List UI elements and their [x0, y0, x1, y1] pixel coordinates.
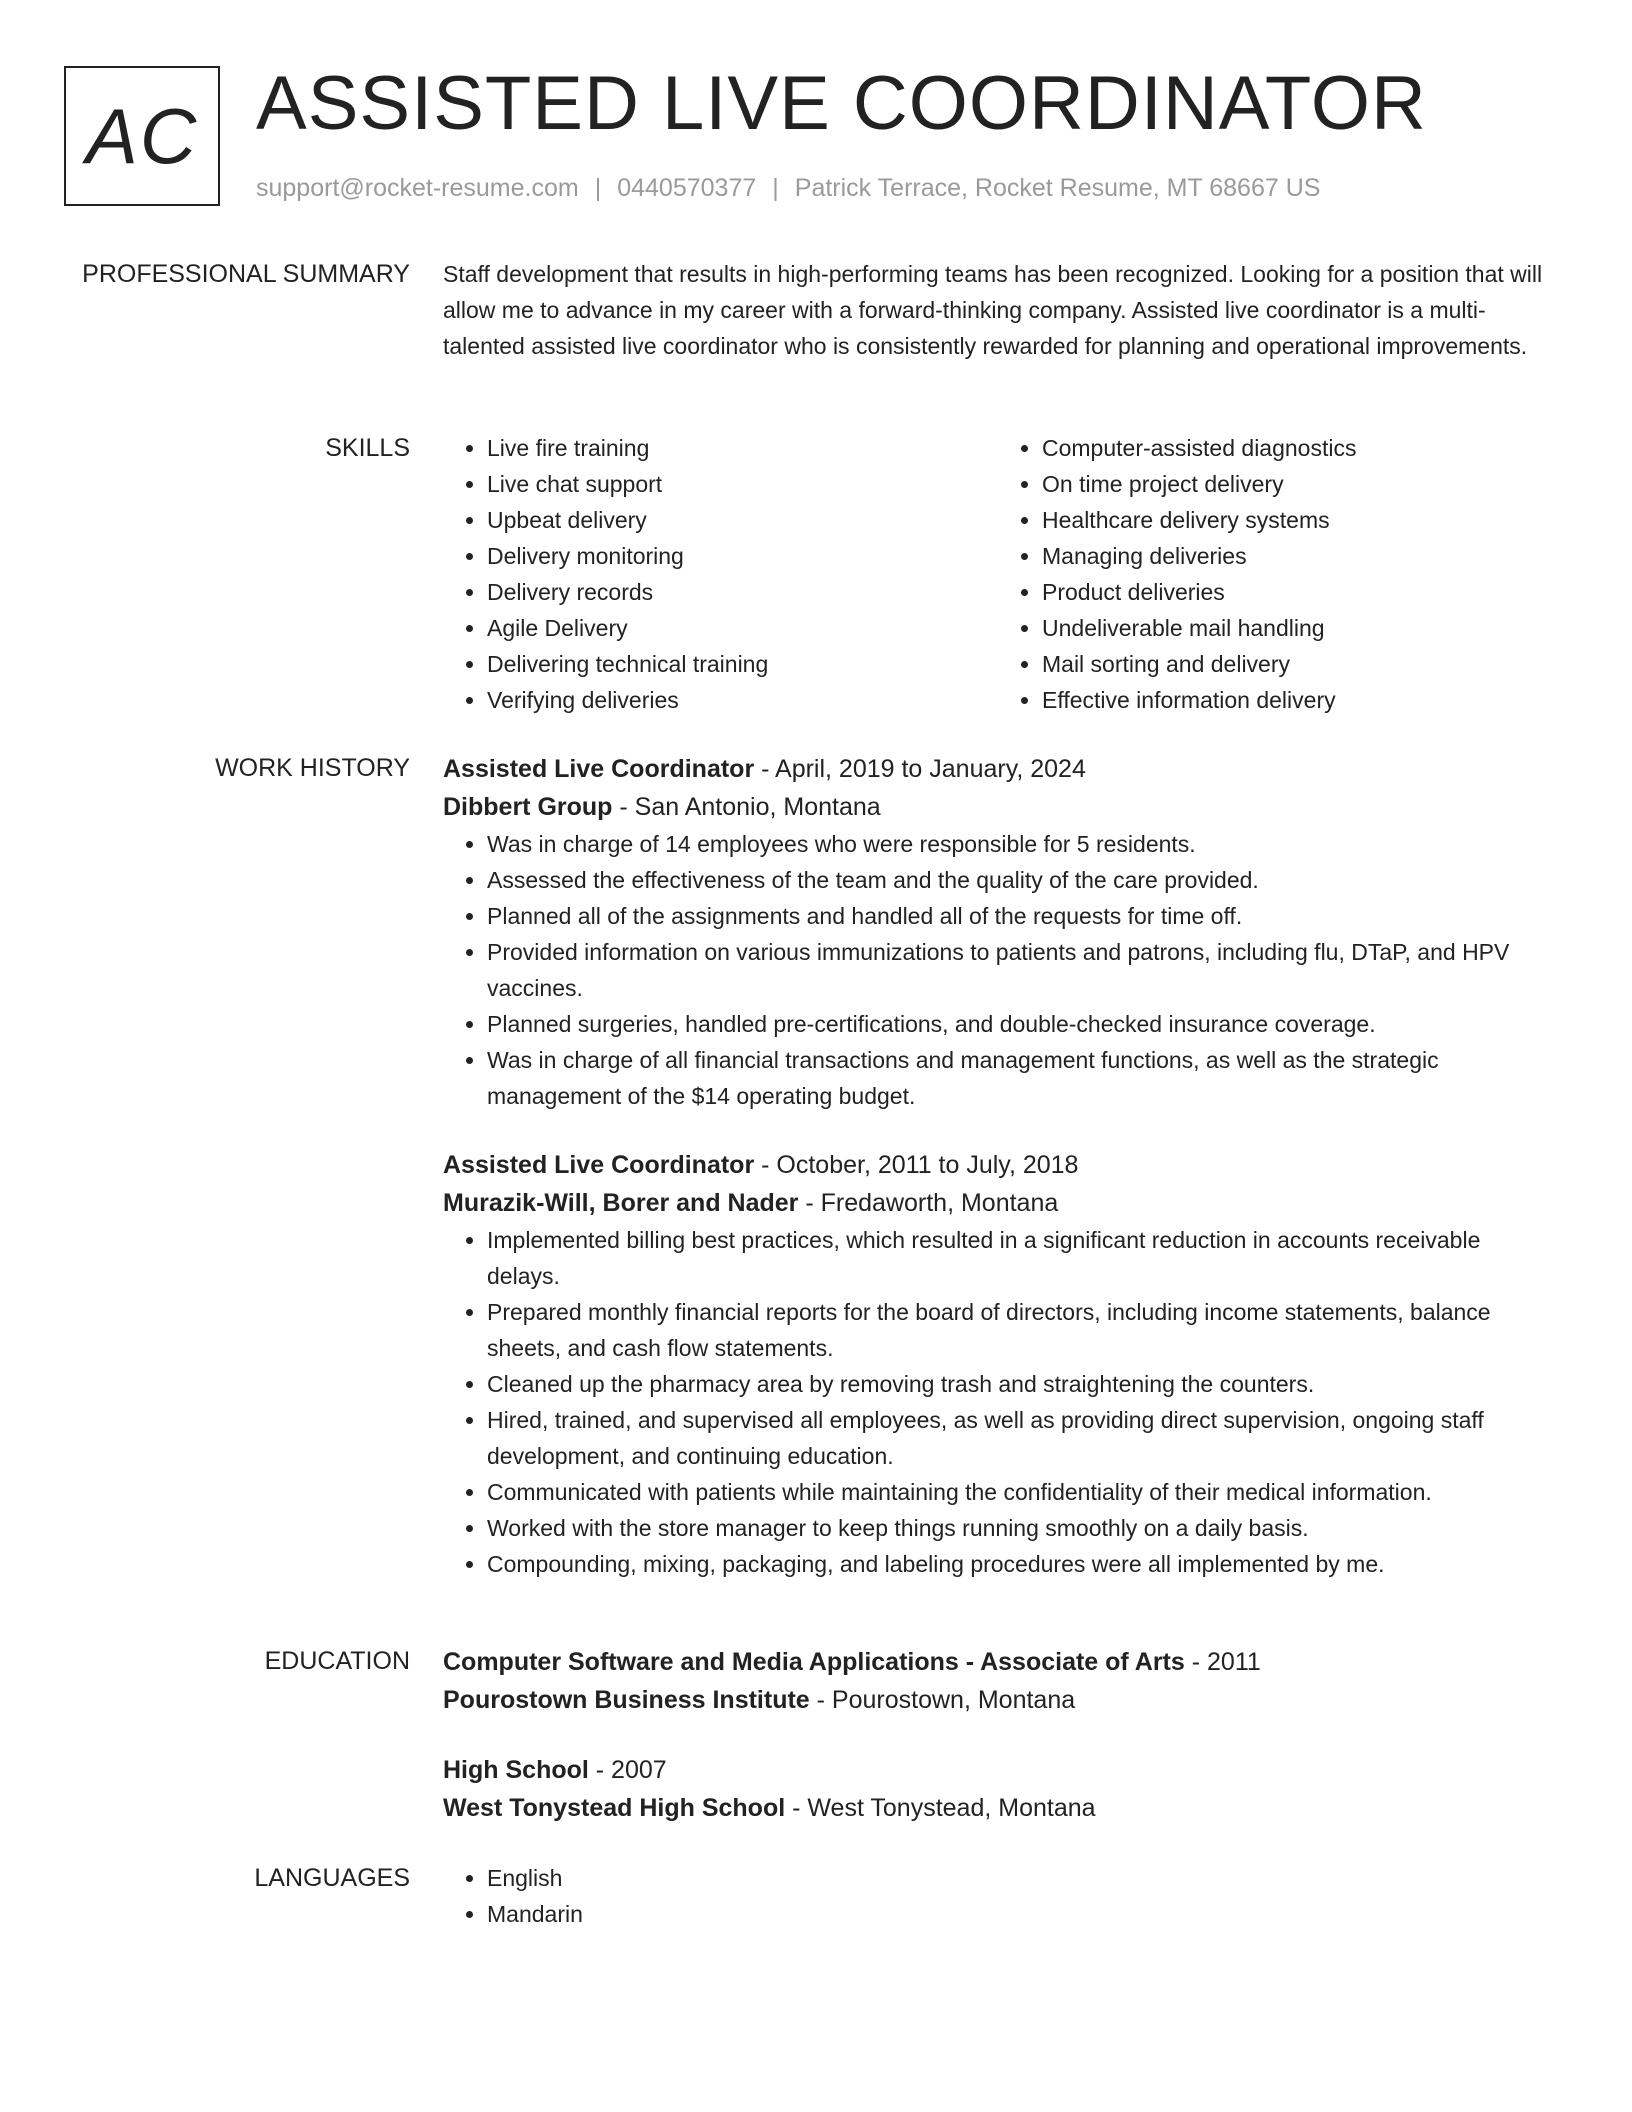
skill-item: • Delivery monitoring [487, 538, 998, 574]
skill-item: • Upbeat delivery [487, 502, 998, 538]
job-bullet: • Prepared monthly financial reports for the board of directors, including income statements, balance sheets, and cash flow statements. [487, 1294, 1553, 1366]
language-item: • English [487, 1860, 1553, 1896]
contact-separator: | [594, 174, 602, 202]
skill-item: • Verifying deliveries [487, 682, 998, 718]
edu-degree-line [443, 1643, 1553, 1681]
section-label: PROFESSIONAL SUMMARY [82, 260, 410, 288]
job-title: Assisted Live Coordinator [443, 1151, 755, 1179]
summary-text: Staff development that results in high-performing teams has been recognized. Looking for a position that will allow me to advance in my career with a forward-thinking company. Assisted live coordinator is a multi-talented assisted live coordinator who is consistently rewarded for planning and operational improvements. [443, 261, 1543, 359]
edu-year: - 2007 [595, 1756, 667, 1784]
job-bullet: • Was in charge of all financial transactions and management functions, as well as the strategic management of the $14 operating budget. [487, 1042, 1553, 1114]
job-bullet: • Worked with the store manager to keep things running smoothly on a daily basis. [487, 1510, 1553, 1546]
section-label: SKILLS [325, 434, 410, 462]
job-bullet: • Assessed the effectiveness of the team and the quality of the care provided. [487, 862, 1553, 898]
skill-item: • On time project delivery [1042, 466, 1553, 502]
job-bullets [443, 1222, 1553, 1582]
skill-item: • Undeliverable mail handling [1042, 610, 1553, 646]
job-bullet: • Was in charge of 14 employees who were responsible for 5 residents. [487, 826, 1553, 862]
monogram-box [64, 66, 220, 206]
job-bullet: • Planned surgeries, handled pre-certifications, and double-checked insurance coverage. [487, 1006, 1553, 1042]
contact-address: Patrick Terrace, Rocket Resume, MT 68667 US [794, 174, 1321, 202]
section-label: LANGUAGES [254, 1864, 410, 1892]
contact-email: support@rocket-resume.com [256, 174, 579, 202]
skill-item: • Live chat support [487, 466, 998, 502]
job-entry [443, 1146, 1553, 1582]
job-company: Dibbert Group [443, 793, 613, 821]
education-body [443, 1643, 1553, 1827]
edu-location: - West Tonystead, Montana [792, 1794, 1096, 1822]
job-bullet: • Planned all of the assignments and handled all of the requests for time off. [487, 898, 1553, 934]
edu-school: West Tonystead High School [443, 1794, 786, 1822]
skill-item: • Managing deliveries [1042, 538, 1553, 574]
job-bullet: • Communicated with patients while maintaining the confidentiality of their medical information. [487, 1474, 1553, 1510]
job-bullets [443, 826, 1553, 1114]
job-bullet: • Implemented billing best practices, which resulted in a significant reduction in accounts receivable delays. [487, 1222, 1553, 1294]
skill-item: • Healthcare delivery systems [1042, 502, 1553, 538]
job-company-line [443, 1184, 1553, 1222]
skill-item: • Delivering technical training [487, 646, 998, 682]
edu-degree: Computer Software and Media Applications - Associate of Arts [443, 1648, 1185, 1676]
skills-grid [443, 430, 1553, 718]
edu-degree: High School [443, 1756, 589, 1784]
skill-item: • Computer-assisted diagnostics [1042, 430, 1553, 466]
work-history-body [443, 750, 1553, 1582]
job-bullet: • Compounding, mixing, packaging, and labeling procedures were all implemented by me. [487, 1546, 1553, 1582]
job-location: - Fredaworth, Montana [805, 1189, 1059, 1217]
languages-list [443, 1860, 1553, 1932]
skill-item: • Mail sorting and delivery [1042, 646, 1553, 682]
job-company-line [443, 788, 1553, 826]
skills-list-right [998, 430, 1553, 718]
edu-school: Pourostown Business Institute [443, 1686, 810, 1714]
skills-list-left [443, 430, 998, 718]
job-title-line [443, 750, 1553, 788]
section-label: WORK HISTORY [215, 754, 410, 782]
job-location: - San Antonio, Montana [619, 793, 881, 821]
education-entry [443, 1751, 1553, 1827]
contact-separator: | [772, 174, 779, 202]
section-label: EDUCATION [264, 1647, 410, 1675]
edu-school-line [443, 1681, 1553, 1719]
languages-body [443, 1860, 1553, 1932]
edu-school-line [443, 1789, 1553, 1827]
contact-line [256, 174, 1320, 203]
skill-item: • Product deliveries [1042, 574, 1553, 610]
edu-degree-line [443, 1751, 1553, 1789]
job-title-line [443, 1146, 1553, 1184]
contact-phone: 0440570377 [617, 174, 757, 202]
skill-item: • Effective information delivery [1042, 682, 1553, 718]
skill-item: • Delivery records [487, 574, 998, 610]
job-company: Murazik-Will, Borer and Nader [443, 1189, 799, 1217]
job-bullet: • Cleaned up the pharmacy area by removing trash and straightening the counters. [487, 1366, 1553, 1402]
job-dates: - April, 2019 to January, 2024 [761, 755, 1086, 783]
skill-item: • Agile Delivery [487, 610, 998, 646]
language-item: • Mandarin [487, 1896, 1553, 1932]
job-bullet: • Provided information on various immunizations to patients and patrons, including flu, DTaP, and HPV vaccines. [487, 934, 1553, 1006]
resume-title: ASSISTED LIVE COORDINATOR [256, 61, 1427, 146]
job-dates: - October, 2011 to July, 2018 [761, 1151, 1079, 1179]
education-entry [443, 1643, 1553, 1719]
monogram-initials: AC [85, 91, 199, 180]
skill-item: • Live fire training [487, 430, 998, 466]
job-bullet: • Hired, trained, and supervised all employees, as well as providing direct supervision, ongoing staff development, and continuing education. [487, 1402, 1553, 1474]
edu-year: - 2011 [1191, 1648, 1261, 1676]
edu-location: - Pourostown, Montana [816, 1686, 1076, 1714]
job-title: Assisted Live Coordinator [443, 755, 755, 783]
job-entry [443, 750, 1553, 1114]
